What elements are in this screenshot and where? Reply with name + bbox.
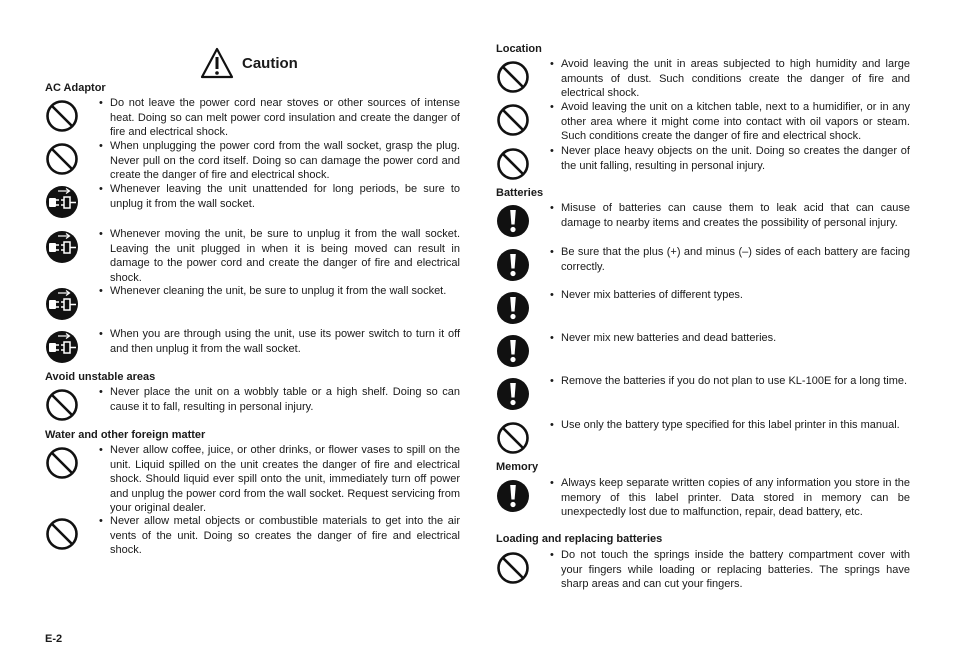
section-heading-location: Location (496, 43, 542, 55)
list-item (45, 182, 460, 219)
list-item (45, 443, 460, 516)
section-heading-memory: Memory (496, 461, 539, 473)
item-text: • Never place heavy objects on the unit. Doing so creates the danger of the unit falling, resulting in personal injury. (550, 144, 910, 181)
prohibited-icon (45, 99, 79, 133)
item-text: • Be sure that the plus (+) and minus (–) sides of each battery are facing correctly. (550, 245, 910, 282)
item-text: • Do not leave the power cord near stoves or other sources of intense heat. Doing so can melt power cord insulation and create the danger of fire and electrical shock. (99, 96, 460, 140)
item-text: • Never place the unit on a wobbly table or a high shelf. Doing so can cause it to fall, resulting in personal injury. (99, 385, 460, 422)
list-item (496, 288, 743, 325)
mandatory-icon (496, 291, 530, 325)
item-text: • When unplugging the power cord from the wall socket, grasp the plug. Never pull on the cord itself. Doing so can damage the power cord and create the danger of fire and electrical shock. (99, 139, 460, 183)
section-heading-batteries: Batteries (496, 187, 544, 199)
section-heading-water: Water and other foreign matter (45, 429, 206, 441)
item-text: • Never allow metal objects or combustible materials to get into the air vents of the unit. Doing so creates the danger of fire and electrical shock. (99, 514, 460, 558)
prohibited-icon (496, 103, 530, 137)
prohibited-icon (45, 446, 79, 480)
list-item (496, 476, 910, 520)
page-number: E-2 (45, 633, 63, 645)
prohibited-icon (45, 517, 79, 551)
item-text: • Misuse of batteries can cause them to leak acid that can cause damage to nearby items and creates the possibility of personal injury. (550, 201, 910, 238)
prohibited-icon (496, 551, 530, 585)
item-text: • When you are through using the unit, use its power switch to turn it off and then unplug it from the wall socket. (99, 327, 460, 364)
item-text: • Remove the batteries if you do not plan to use KL-100E for a long time. (550, 374, 907, 411)
page-title: Caution (242, 54, 298, 72)
mandatory-icon (496, 248, 530, 282)
mandatory-icon (496, 377, 530, 411)
item-text: • Whenever cleaning the unit, be sure to unplug it from the wall socket. (99, 284, 446, 321)
list-item (45, 385, 460, 422)
list-item (496, 100, 910, 144)
list-item (45, 327, 460, 364)
item-text: • Whenever leaving the unit unattended for long periods, be sure to unplug it from the wall socket. (99, 182, 460, 219)
list-item (496, 57, 910, 101)
list-item (45, 96, 460, 140)
list-item (496, 548, 910, 592)
section-heading-unstable: Avoid unstable areas (45, 371, 156, 383)
section-heading-ac-adaptor: AC Adaptor (45, 82, 106, 94)
item-text: • Never mix batteries of different types. (550, 288, 743, 325)
prohibited-icon (45, 388, 79, 422)
unplug-icon (45, 330, 79, 364)
list-item (496, 245, 910, 282)
list-item (45, 514, 460, 558)
item-text: • Use only the battery type specified for this label printer in this manual. (550, 418, 900, 455)
unplug-icon (45, 185, 79, 219)
prohibited-icon (45, 142, 79, 176)
item-text: • Avoid leaving the unit in areas subjected to high humidity and large amounts of dust. Such conditions create the danger of fire and electrical shock. (550, 57, 910, 101)
list-item (45, 227, 460, 285)
list-item (496, 331, 776, 368)
prohibited-icon (496, 60, 530, 94)
list-item (45, 284, 446, 321)
unplug-icon (45, 230, 79, 264)
prohibited-icon (496, 421, 530, 455)
item-text: • Never mix new batteries and dead batteries. (550, 331, 776, 368)
prohibited-icon (496, 147, 530, 181)
warning-triangle-icon (200, 47, 234, 79)
caution-title (200, 46, 298, 80)
mandatory-icon (496, 204, 530, 238)
list-item (496, 201, 910, 238)
item-text: • Whenever moving the unit, be sure to unplug it from the wall socket. Leaving the unit plugged in when it is being moved can result in damage to the power cord and create the danger of fire and electrical shock. (99, 227, 460, 285)
section-heading-loading: Loading and replacing batteries (496, 533, 663, 545)
list-item (496, 144, 910, 181)
item-text: • Avoid leaving the unit on a kitchen table, next to a humidifier, or in any other area where it might come into contact with oil vapors or steam. Such conditions create the danger of fire and electrical shock. (550, 100, 910, 144)
list-item (45, 139, 460, 183)
mandatory-icon (496, 479, 530, 513)
item-text: • Always keep separate written copies of any information you store in the memory of this label printer. Data stored in memory can be unexpectedly lost due to malfunction, repair, dead battery, etc. (550, 476, 910, 520)
item-text: • Do not touch the springs inside the battery compartment cover with your fingers while loading or replacing batteries. The springs have sharp areas and can cut your fingers. (550, 548, 910, 592)
unplug-icon (45, 287, 79, 321)
list-item (496, 374, 907, 411)
list-item (496, 418, 900, 455)
item-text: • Never allow coffee, juice, or other drinks, or flower vases to spill on the unit. Liquid spilled on the unit creates the danger of fire and electrical shock. Should liquid ever spill onto the unit, immediately turn off power and unplug the power cord from the wall socket. Request servicing from your original dealer. (99, 443, 460, 516)
mandatory-icon (496, 334, 530, 368)
